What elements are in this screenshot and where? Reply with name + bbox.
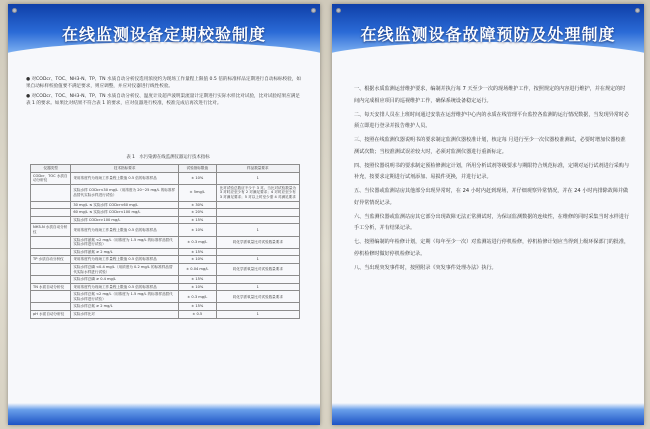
table-cell (31, 303, 71, 311)
table-cell: 30 mg/L ≤ 实际水样 CODcr<60 mg/L (71, 201, 179, 209)
table-cell: pH 水质自动分析仪 (31, 311, 71, 319)
table-cell: 实际水样总磷 ≥ 0.4 mg/L (71, 276, 179, 284)
table-cell (216, 276, 299, 284)
table-row (31, 201, 300, 209)
mounting-pin-icon (311, 8, 316, 13)
table-cell: ± 10% (178, 283, 216, 291)
table-header-row (31, 165, 300, 173)
left-board-title: 在线监测设备定期校验制度 (61, 25, 266, 44)
table-header-cell: 技术指标要求 (71, 165, 179, 173)
table-cell: 实际水样总氮 <2 mg/L（用浓度为 1.5 mg/L 的标准样品替代实际水样进行试验） (71, 291, 179, 303)
table-row (31, 276, 300, 284)
table-cell (31, 291, 71, 303)
table-cell (216, 216, 299, 224)
right-board-header (332, 4, 644, 66)
table-cell (216, 201, 299, 209)
header-arc (332, 42, 644, 82)
table-row (31, 236, 300, 248)
rule-item: 八、当出现突发事件时，按照附录《突发事件处理办法》执行。 (354, 264, 497, 271)
table-cell: 实际水样氨氮 <2 mg/L（用浓度为 1.5 mg/L 的标准样品替代实际水样进行试验） (71, 236, 179, 248)
table-title: 表 1 水污染源在线监测仪器运行技术指标 (126, 155, 210, 160)
table-row (31, 291, 300, 303)
table-cell: 1 (216, 311, 299, 319)
right-board-items (354, 84, 630, 277)
table-cell: ± 10% (178, 172, 216, 184)
table-header-cell: 样品数量要求 (216, 165, 299, 173)
table-cell: 实际水样 CODcr>100 mg/L (71, 216, 179, 224)
table-header-cell: 试验指标限值 (178, 165, 216, 173)
rule-item: 七、按照编制的年检修计划，定期（每年至少一次）对监测站进行停机检修，停机检修计划应当得到上级环保部门的批准，停机检修时做好停机检修记录。 (354, 239, 630, 257)
rule-item: 一、根据水质监测运营维护要求，编制并执行每 7 天至少一次的现场维护工作，按照规定的内容进行维护，并在规定的时间内完成相应项目的巡视维护工作，确保系统设备稳定运行。 (354, 86, 626, 104)
table-row (31, 209, 300, 217)
table-cell: NH3-N 水质自动分析仪 (31, 224, 71, 236)
table-cell: ± 15% (178, 303, 216, 311)
table-cell: 60 mg/L ≤ 实际水样 CODcr<100 mg/L (71, 209, 179, 217)
table-header-cell: 仪器类型 (31, 165, 71, 173)
table-cell (31, 201, 71, 209)
rule-item: 六、当监测仪器或监测站房其它部分出现故障无法正常测试时，为保证监测数据的连续性，在维修的同时采集当时水样进行手工分析，并有结果记录。 (354, 213, 630, 231)
table-cell: 1 (216, 172, 299, 184)
table-cell: 采用浓度约为现场工作量程上限值 0.5 倍的标准样品 (71, 172, 179, 184)
table-cell: 采用浓度约为现场工作量程上限值 0.5 倍的标准样品 (71, 224, 179, 236)
table-cell: 采用浓度约为现场工作量程上限值 0.5 倍的标准样品 (71, 256, 179, 264)
table-cell (216, 303, 299, 311)
table-cell: TP 水质自动分析仪 (31, 256, 71, 264)
table-cell (216, 209, 299, 217)
rule-item: 二、每天安排人员在上班时间通过安装在运营维护中心内的水质在线管理平台监控各监测的运行情况数据，当发现异常时必须立即进行登录并报告维护人员。 (354, 111, 630, 129)
table-cell (31, 276, 71, 284)
table-cell: 实际水样总氮 ≥ 2 mg/L (71, 303, 179, 311)
table-cell: CODcr、TOC 水质自动分析仪 (31, 172, 71, 184)
right-board-title: 在线监测设备故障预防及处理制度 (360, 25, 616, 44)
table-row (31, 263, 300, 275)
left-board-header (8, 4, 320, 66)
table-row (31, 256, 300, 264)
table-row (31, 283, 300, 291)
table-cell: ± 0.04 mg/L (178, 263, 216, 275)
spec-table (30, 164, 300, 319)
table-cell (31, 248, 71, 256)
table-row (31, 248, 300, 256)
right-notice-board (332, 4, 644, 425)
table-cell: ± 10% (178, 256, 216, 264)
table-cell: TN 水质自动分析仪 (31, 283, 71, 291)
rule-item: 三、按照在线监测仪器说明书的要求制定监测仪器校准计划，核定每 月进行至少一次仪器校准测试，必要时增加仪器校准测试次数；当校准测试误差较大时，必须对监测仪器进行重新标定。 (354, 137, 626, 155)
rule-item: 四、按照仪器说明书的要求制定预检修测定计划，所用分析试剂等级要求与期限符合规范标准，定期对运行试剂进行采购与补充，按要求定期进行试剂添加、易损件更换，并进行记录。 (354, 162, 630, 180)
mounting-pin-icon (635, 8, 640, 13)
table-cell: 1 (216, 256, 299, 264)
table-cell (31, 236, 71, 248)
table-cell: 1 (216, 224, 299, 236)
table-row (31, 216, 300, 224)
table-cell (216, 248, 299, 256)
table-cell: ± 15% (178, 276, 216, 284)
table-cell: ± 0.3 mg/L (178, 291, 216, 303)
table-cell: ± 0.5 (178, 311, 216, 319)
table-cell: ± 0.3 mg/L (178, 236, 216, 248)
table-cell: ± 20% (178, 209, 216, 217)
table-cell: ± 10% (178, 224, 216, 236)
table-cell: ± 15% (178, 248, 216, 256)
intro-paragraph: ● 对CODcr、TOC、NH3-N、TP、TN 水质自动分析仪、温度计及超声波明渠流量计定期进行实际水样比对试验，比对试验结果应满足表 1 的要求。如果比对结果不符合表 1 的要求，应对仪器进行校准，校准完成后再次进行比对。 (26, 94, 300, 106)
intro-paragraph: ● 对CODcr、TOC、NH3-N、TP、TN 水质自动分析仪选用浓度约为现场工作量程上限值 0.5 倍的标准样品定期进行自动标标校验，如果自动标样校验值要不满足要求，则应调整，并应对仪器进行线性校验。 (26, 77, 302, 89)
table-cell: 采用浓度约为现场工作量程上限值 0.5 倍的标准样品 (71, 283, 179, 291)
table-cell: 实际水样总磷 <0.4 mg/L（用浓度为 0.2 mg/L 的标准样品替代实际水样进行试验） (71, 263, 179, 275)
table-cell: 实际水样氨氮 ≥ 2 mg/L (71, 248, 179, 256)
rule-item: 五、当仪器或监测站房其他部分出现异常时，在 24 小时内赶到现场，并仔细观察异常情况，并在 24 小时内排除故障并做好异常情况记录。 (354, 188, 629, 206)
left-board-intro (26, 76, 304, 110)
table-cell: 1 (216, 283, 299, 291)
table-cell: 同化学需氧量比对试验数量要求 (216, 236, 299, 248)
mounting-pin-icon (12, 8, 17, 13)
right-board-footer (332, 403, 644, 425)
table-cell (31, 263, 71, 275)
left-board-footer (8, 403, 320, 425)
table-cell: ± 30% (178, 201, 216, 209)
table-row (31, 184, 300, 201)
table-cell (31, 184, 71, 201)
table-cell: 同化学需氧量比对试验数量要求 (216, 263, 299, 275)
table-row (31, 303, 300, 311)
table-cell: 同化学需氧量比对试验数量要求 (216, 291, 299, 303)
table-cell (31, 209, 71, 217)
table-cell: 实际水样比对 (71, 311, 179, 319)
table-cell: ± 5mg/L (178, 184, 216, 201)
table-cell: 比对试验总数应不少于 3 对。当比对试验数量为 3 对时应至少有 2 对满足要求；4 对时应至少有 3 对满足要求；5 对以上时至少需 4 对满足要求 (216, 184, 299, 201)
left-notice-board (8, 4, 320, 425)
table-row (31, 224, 300, 236)
table-row (31, 172, 300, 184)
mounting-pin-icon (336, 8, 341, 13)
table-cell (31, 216, 71, 224)
table-row (31, 311, 300, 319)
table-cell: 实际水样 CODcr<30 mg/L（用浓度为 20~25 mg/L 的标准样品替代实际水样进行试验） (71, 184, 179, 201)
table-cell: ± 15% (178, 216, 216, 224)
